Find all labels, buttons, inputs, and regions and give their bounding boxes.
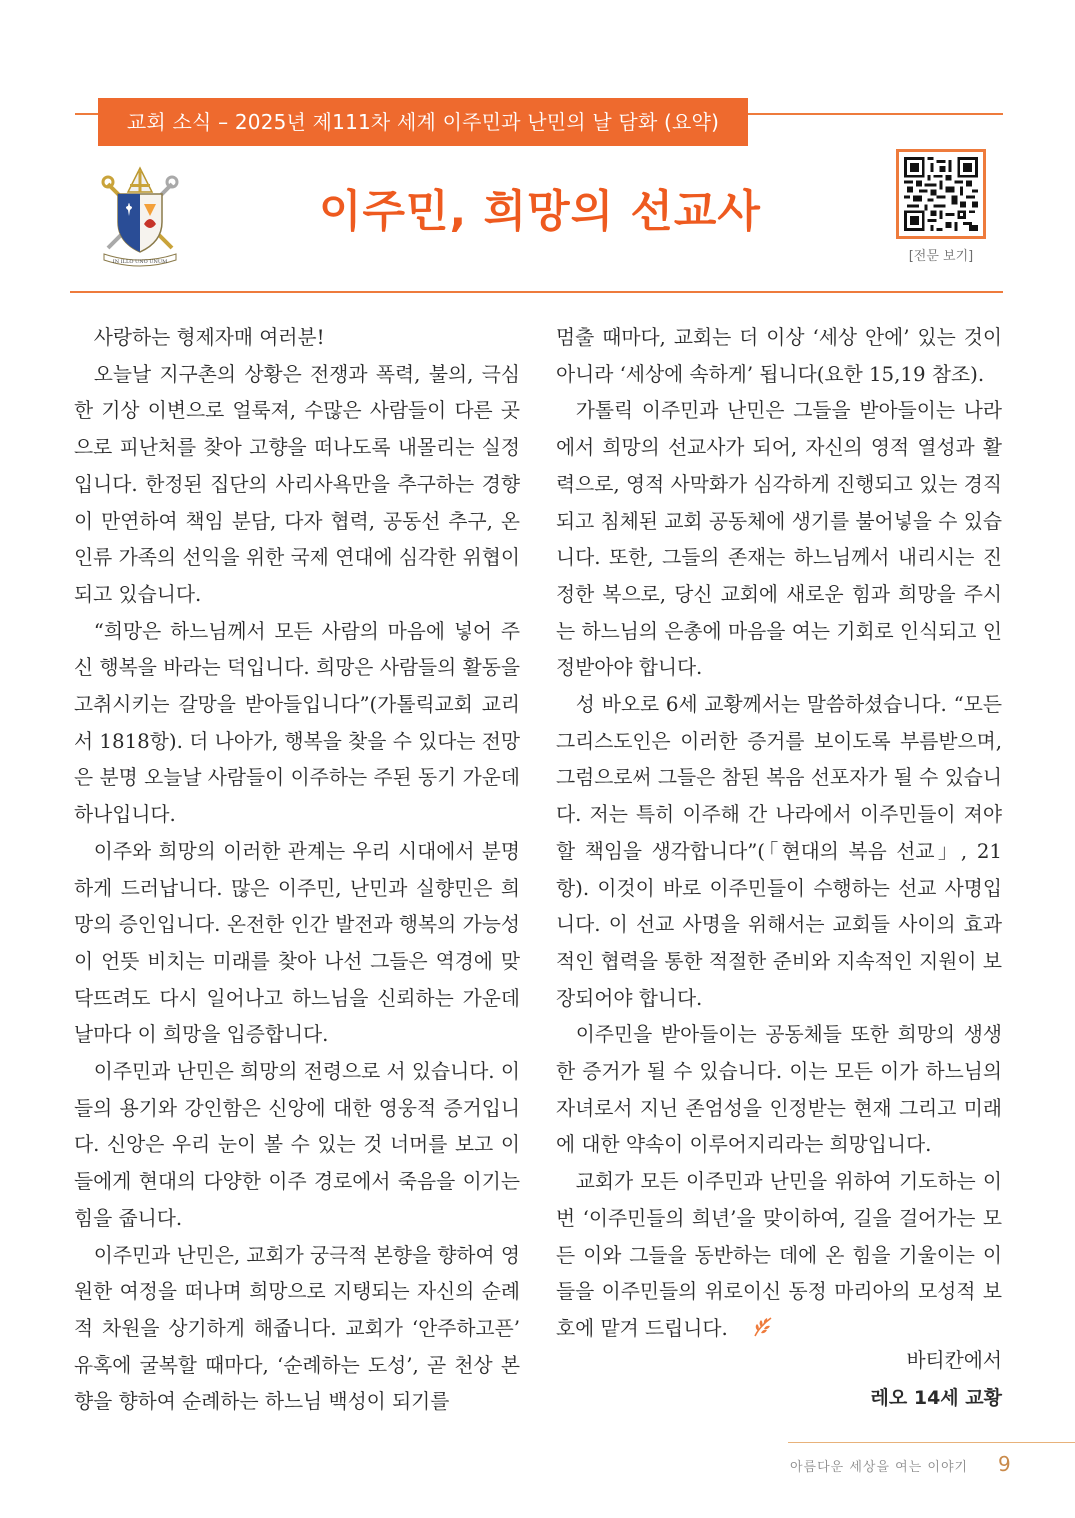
closing-author: 레오 14세 교황 bbox=[870, 1387, 1002, 1409]
left-column bbox=[74, 320, 520, 1421]
paragraph: 이주와 희망의 이러한 관계는 우리 시대에서 분명하게 드러납니다. 많은 이주민, 난민과 실향민은 희망의 증인입니다. 온전한 인간 발전과 행복의 가능성이 언뜻 비치는 미래를 찾아 나선 그들은 역경에 맞닥뜨려도 다시 일어나고 하느님을 신뢰하는 가운데 날마다 이 희망을 입증합니다. bbox=[74, 839, 520, 1047]
page-number: 9 bbox=[998, 1452, 1011, 1476]
paragraph-text: 교회가 모든 이주민과 난민을 위하여 기도하는 이번 ‘이주민들의 희년’을 맞이하여, 길을 걸어가는 모든 이와 그들을 동반하는 데에 온 힘을 기울이는 이들을 이주민들의 위로이신 동정 마리아의 모성적 보호에 맡겨 드립니다. bbox=[556, 1170, 1002, 1340]
paragraph: 이주민을 받아들이는 공동체들 또한 희망의 생생한 증거가 될 수 있습니다. 이는 모든 이가 하느님의 자녀로서 지닌 존엄성을 인정받는 현재 그리고 미래에 대한 약속이 이루어지리라는 희망입니다. bbox=[556, 1023, 1002, 1157]
paragraph: 멈출 때마다, 교회는 더 이상 ‘세상 안에’ 있는 것이 아니라 ‘세상에 속하게’ 됩니다(요한 15,19 참조). bbox=[556, 326, 1002, 386]
category-banner: 교회 소식 – 2025년 제111차 세계 이주민과 난민의 날 담화 (요약) bbox=[98, 98, 748, 146]
qr-caption[interactable]: [전문 보기] bbox=[908, 249, 974, 264]
papal-coat-of-arms-icon bbox=[98, 162, 182, 270]
paragraph: “희망은 하느님께서 모든 사람의 마음에 넣어 주신 행복을 바라는 덕입니다. 희망은 사람들의 활동을 고취시키는 갈망을 받아들입니다”(가톨릭교회 교리서 1818항). 더 나아가, 행복을 찾을 수 있다는 전망은 분명 오늘날 사람들이 이주하는 주된 동기 가운데 하나입니다. bbox=[74, 619, 520, 827]
paragraph: 성 바오로 6세 교황께서는 말씀하셨습니다. “모든 그리스도인은 이러한 증거를 보이도록 부름받으며, 그럼으로써 그들은 참된 복음 선포자가 될 수 있습니다. 저는 특히 이주해 간 나라에서 이주민들이 져야 할 책임을 생각합니다”(「현대의 복음 선교」, 21항). 이것이 바로 이주민들이 수행하는 선교 사명입니다. 이 선교 사명을 위해서는 교회들 사이의 효과적인 협력을 통한 적절한 준비와 지속적인 지원이 보장되어야 합니다. bbox=[556, 693, 1002, 1010]
paragraph: 가톨릭 이주민과 난민은 그들을 받아들이는 나라에서 희망의 선교사가 되어, 자신의 영적 열성과 활력으로, 영적 사막화가 심각하게 진행되고 있는 경직되고 침체된 교회 공동체에 생기를 불어넣을 수 있습니다. 또한, 그들의 존재는 하느님께서 내리시는 진정한 복으로, 당신 교회에 새로운 힘과 희망을 주시는 하느님의 은총에 마음을 여는 기회로 인식되고 인정받아야 합니다. bbox=[556, 399, 1002, 680]
coat-of-arms-motto: IN ILLO UNO UNUM bbox=[112, 259, 168, 265]
closing-place: 바티칸에서 bbox=[906, 1349, 1002, 1372]
leaf-end-mark-icon bbox=[732, 1314, 774, 1351]
footer-magazine-name: 아름다운 세상을 여는 이야기 bbox=[790, 1460, 969, 1475]
footer-rule bbox=[788, 1442, 1075, 1443]
right-column bbox=[556, 320, 1002, 1351]
qr-code-icon[interactable] bbox=[896, 149, 986, 239]
paragraph: 이주민과 난민은, 교회가 궁극적 본향을 향하여 영원한 여정을 떠나며 희망으로 지탱되는 자신의 순례적 차원을 상기하게 해줍니다. 교회가 ‘안주하고픈’ 유혹에 굴복할 때마다, ‘순례하는 도성’, 곧 천상 본향을 향하여 순례하는 하느님 백성이 되기를 bbox=[74, 1243, 520, 1414]
paragraph: 이주민과 난민은 희망의 전령으로 서 있습니다. 이들의 용기와 강인함은 신앙에 대한 영웅적 증거입니다. 신앙은 우리 눈이 볼 수 있는 것 너머를 보고 이들에게 현대의 다양한 이주 경로에서 죽음을 이기는 힘을 줍니다. bbox=[74, 1060, 520, 1230]
paragraph: 오늘날 지구촌의 상황은 전쟁과 폭력, 불의, 극심한 기상 이변으로 얼룩져, 수많은 사람들이 다른 곳으로 피난처를 찾아 고향을 떠나도록 내몰리는 실정입니다. 한정된 집단의 사리사욕만을 추구하는 경향이 만연하여 책임 분담, 다자 협력, 공동선 추구, 온 인류 가족의 선익을 위한 국제 연대에 심각한 위협이 되고 있습니다. bbox=[74, 362, 520, 606]
page-title: 이주민, 희망의 선교사 bbox=[319, 186, 761, 237]
paragraph: 사랑하는 형제자매 여러분! bbox=[93, 326, 325, 349]
title-rule bbox=[70, 291, 1003, 293]
paragraph-last bbox=[556, 1164, 1002, 1351]
